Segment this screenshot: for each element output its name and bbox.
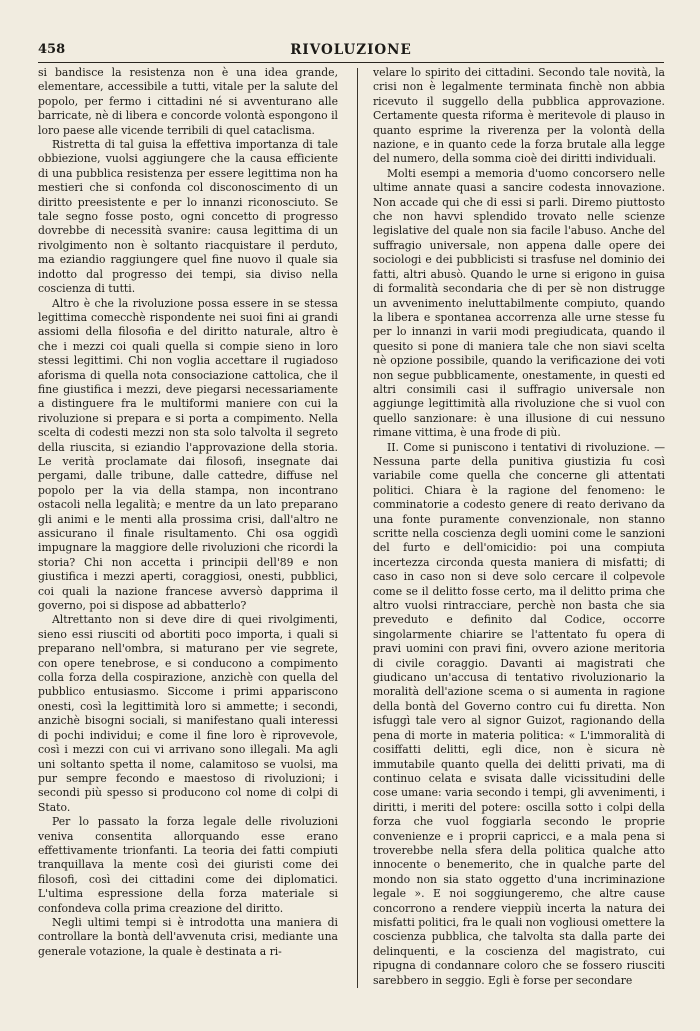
left-paragraph: Negli ultimi tempi si è introdotta una maniera di controllare la bontà dell'avvenuta crisi, mediante una generale votazione, la quale è destinata a ri- [38, 915, 338, 958]
right-paragraph: Molti esempi a memoria d'uomo concorsero nelle ultime annate quasi a sancire codesta innovazione. Non accade qui che di essi si parli. Diremo piuttosto che non havvi splendido trovato nelle scienze legislative del quale non sia facile l'abuso. Anche del suffragio universale, non appena dalle opere dei sociologi e dei pubblicisti si trasfuse nel dominio dei fatti, altri abusò. Quando le urne si erigono in guisa di formalità secondaria che di per sè non distrugge un avvenimento ineluttabilmente compiuto, quando la libera e spontanea accorrenza alle urne stesse fu per lo innanzi in varii modi pregiudicata, quando il quesito si pone di maniera tale che non siavi scelta nè opzione possibile, quando la verificazione dei voti non segue pubblicamente, onestamente, in questi ed altri consimili casi il suffragio universale non aggiunge legittimità alla rivoluzione che si vuol con quello sanzionare: è una illusione di cui nessuno rimane vittima, è una frode di più. [373, 166, 665, 440]
left-paragraph: Altrettanto non si deve dire di quei rivolgimenti, sieno essi riusciti od abortiti poco importa, i quali si preparano nell'ombra, si maturano per vie segrete, con opere tenebrose, e si conducono a compimento colla forza della cospirazione, anzichè con quella del pubblico entusiasmo. Siccome i primi appariscono onesti, così la legittimità loro si ammette; i secondi, anzichè bisogni sociali, si manifestano quali interessi di pochi individui; e come il fine loro è riprovevole, così i mezzi con cui vi arrivano sono illegali. Ma agli uni soltanto spetta il nome, calamitoso se vuolsi, ma pur sempre fecondo e maestoso di rivoluzioni; i secondi più spesso si producono col nome di colpi di Stato. [38, 613, 338, 814]
left-column [38, 66, 338, 1016]
left-paragraph: Ristretta di tal guisa la effettiva importanza di tale obbiezione, vuolsi aggiungere che la causa efficiente di una pubblica resistenza per essere legittima non ha mestieri che si confonda col disconoscimento di un diritto preesistente e per lo innanzi riconosciuto. Se tale segno fosse posto, ogni concetto di progresso dovrebbe di necessità svanire: causa legittima di un rivolgimento non è soltanto riacquistare il perduto, ma eziandio raggiungere quel fine nuovo il quale sia indotto dal progresso dei tempi, sia diviso nella coscienza di tutti. [38, 138, 338, 296]
page-number: 458 [38, 42, 66, 57]
right-column [373, 66, 665, 1016]
column-divider [357, 68, 358, 988]
running-head: RIVOLUZIONE [290, 42, 412, 58]
left-paragraph: si bandisce la resistenza non è una idea grande, elementare, accessibile a tutti, vitale per la salute del popolo, per fermo i cittadini né si avventurano alle barricate, nè di libera e concorde volontà espongono il loro paese alle vicende terribili di quel cataclisma. [38, 66, 338, 137]
right-paragraph: velare lo spirito dei cittadini. Secondo tale novità, la crisi non è legalmente terminata finchè non abbia ricevuto il suggello della pubblica approvazione. Certamente questa riforma è meritevole di plauso in quanto esprime la riverenza per la volontà della nazione, e in quanto cede la forza brutale alla legge del numero, della somma cioè dei diritti individuali. [373, 66, 665, 166]
page-header [38, 40, 664, 63]
left-paragraph: Altro è che la rivoluzione possa essere in se stessa legittima comecchè rispondente nei suoi fini ai grandi assiomi della filosofia e del diritto naturale, altro è che i mezzi coi quali quella si compie sieno in loro stessi legittimi. Chi non voglia accettare il rugiadoso aforisma di quella nota consociazione cattolica, che il fine giustifica i mezzi, deve piegarsi necessariamente a distinguere fra le multiformi maniere con cui la rivoluzione si prepara e si porta a compimento. Nella scelta di codesti mezzi non sta solo talvolta il segreto della riuscita, si eziandio l'approvazione della storia. Le verità proclamate dai filosofi, insegnate dai pergami, dalle tribune, dalle cattedre, diffuse nel popolo per la via della stampa, non incontrano ostacoli nella legalità; e mentre da un lato preparano gli animi e le menti alla prossima crisi, dall'altro ne assicurano il finale risultamento. Chi osa oggidì impugnare la maggiore delle rivoluzioni che ricordi la storia? Chi non accetta i principii dell'89 e non giustifica i mezzi aperti, coraggiosi, onesti, pubblici, coi quali la nazione francese avversò dapprima il governo, poi si dispose ad abbatterlo? [38, 296, 338, 613]
right-paragraph: II. Come si puniscono i tentativi di rivoluzione. — Nessuna parte della punitiva giustizia fu così variabile come quella che concerne gli attentati politici. Chiara è la ragione del fenomeno: le comminatorie a codesto genere di reato derivano da una fonte puramente convenzionale, non stanno scritte nella coscienza degli uomini come le sanzioni del furto e dell'omicidio: poi una compiuta incertezza circonda questa maniera di misfatti; di caso in caso non si deve solo cercare il colpevole come se il delitto fosse certo, ma il delitto prima che altro vuolsi rintracciare, perchè non basta che sia preveduto e definito dal Codice, occorre singolarmente chiarire se l'attentato fu opera di pravi uomini con pravi fini, ovvero azione meritoria di civile coraggio. Davanti ai magistrati che giudicano un'accusa di tentativo rivoluzionario la moralità dell'azione scema o si aumenta in ragione della bontà del Governo contro cui fu diretta. Non isfuggì tale vero al signor Guizot, ragionando della pena di morte in materia politica: « L'immoralità di cosiffatti delitti, egli dice, non è sicura nè immutabile quanto quella dei delitti privati, ma di continuo celata e svisata dalle vicissitudini delle cose umane: varia secondo i tempi, gli avvenimenti, i diritti, i meriti del potere: oscilla sotto i colpi della forza che vuol foggiarla secondo le proprie convenienze e i proprii capricci, e a mala pena si troverebbe nella sfera della politica qualche atto innocente o benemerito, che in qualche parte del mondo non sia stato oggetto d'una incriminazione legale ». E noi soggiungeremo, che altre cause concorrono a rendere vieppiù incerta la natura dei misfatti politici, fra le quali non vogliousi omettere la coscienza pubblica, che talvolta sta dalla parte dei delinquenti, e la coscienza del magistrato, cui ripugna di condannare coloro che se fossero riusciti sarebbero in seggio. Egli è forse per secondare [373, 440, 665, 987]
left-paragraph: Per lo passato la forza legale delle rivoluzioni veniva consentita allorquando esse erano effettivamente trionfanti. La teoria dei fatti compiuti tranquillava la mente così dei giuristi come dei filosofi, così dei cittadini come dei diplomatici. L'ultima espressione della forza materiale si confondeva colla prima creazione del diritto. [38, 815, 338, 915]
